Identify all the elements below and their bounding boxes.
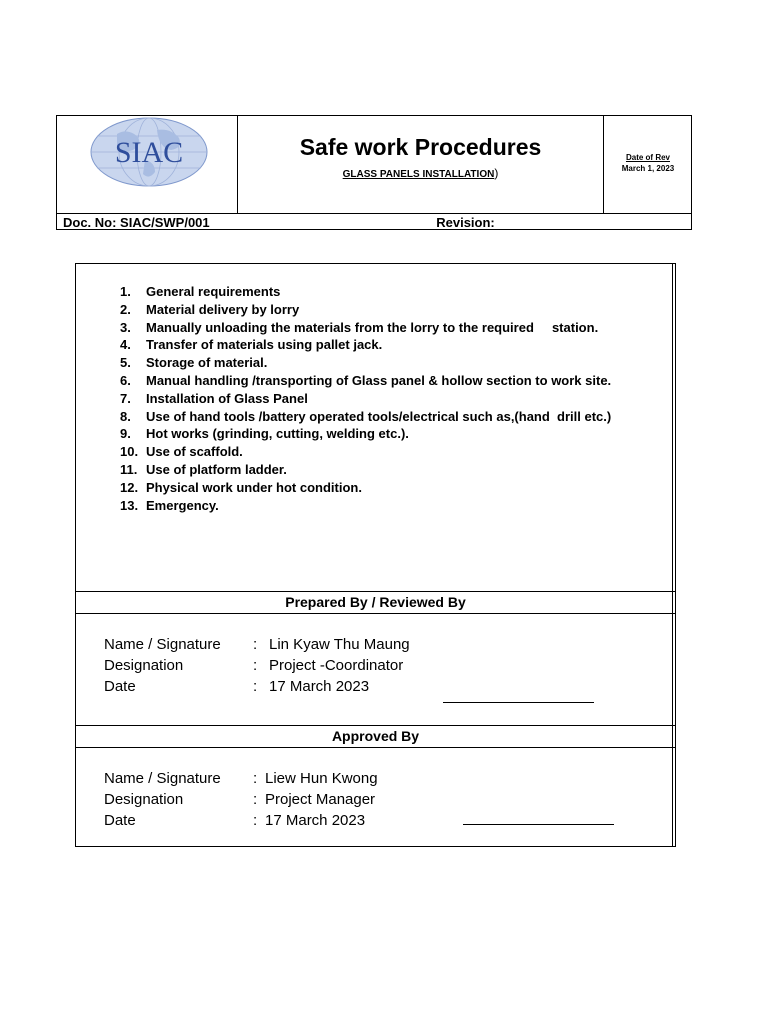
prepared-name-label: Name / Signature — [104, 636, 221, 653]
list-item: 10. Use of scaffold. — [120, 444, 243, 460]
prepared-designation: Project -Coordinator — [269, 657, 404, 674]
colon: : — [253, 678, 258, 695]
approved-designation-label: Designation — [104, 791, 184, 808]
prepared-heading: Prepared By / Reviewed By — [76, 591, 675, 614]
colon: : — [253, 791, 258, 808]
prepared-date: 17 March 2023 — [269, 678, 370, 695]
approved-date-label: Date — [104, 812, 136, 829]
list-item: 7. Installation of Glass Panel — [120, 390, 308, 406]
list-item: 11. Use of platform ladder. — [120, 461, 287, 477]
prepared-name: Lin Kyaw Thu Maung — [269, 636, 410, 653]
colon: : — [253, 636, 258, 653]
document-number: Doc. No: SIAC/SWP/001 — [63, 215, 210, 230]
approved-name-label: Name / Signature — [104, 770, 221, 787]
colon: : — [253, 657, 258, 674]
approved-heading: Approved By — [76, 725, 675, 748]
list-item: 2. Material delivery by lorry — [120, 301, 300, 317]
approved-designation: Project Manager — [265, 791, 376, 808]
siac-logo — [87, 116, 211, 188]
document-subtitle: GLASS PANELS INSTALLATION) — [342, 166, 499, 180]
list-item: 9. Hot works (grinding, cutting, welding etc.). — [120, 426, 409, 442]
prepared-designation-label: Designation — [104, 657, 184, 674]
list-item: 12. Physical work under hot condition. — [120, 479, 362, 495]
contents-list — [120, 283, 611, 514]
list-item: 1. General requirements — [120, 284, 281, 299]
approved-name: Liew Hun Kwong — [265, 770, 378, 787]
approved-date: 17 March 2023 — [265, 812, 366, 829]
list-item: 4. Transfer of materials using pallet jack. — [120, 337, 383, 353]
svg-text:SIAC: SIAC — [114, 136, 184, 169]
revision-date: March 1, 2023 — [621, 164, 675, 173]
colon: : — [253, 770, 258, 787]
colon: : — [253, 812, 258, 829]
list-item: 6. Manual handling /transporting of Glass panel & hollow section to work site. — [120, 372, 612, 388]
list-item: 5. Storage of material. — [120, 355, 268, 371]
list-item: 8. Use of hand tools /battery operated tools/electrical such as,(hand drill etc.) — [120, 408, 612, 424]
list-item: 13. Emergency. — [120, 497, 219, 513]
list-item: 3. Manually unloading the materials from the lorry to the required station. — [120, 319, 599, 335]
prepared-date-label: Date — [104, 678, 136, 695]
approved-signature-line — [463, 824, 614, 825]
revision-label: Revision: — [436, 215, 495, 230]
prepared-signature-line — [443, 702, 594, 703]
header-divider — [237, 116, 238, 213]
document-header — [56, 115, 692, 230]
procedure-box — [75, 263, 676, 847]
header-row-divider — [57, 213, 691, 214]
document-title: Safe work Procedures — [299, 134, 542, 160]
revision-date-label: Date of Rev — [625, 153, 670, 162]
